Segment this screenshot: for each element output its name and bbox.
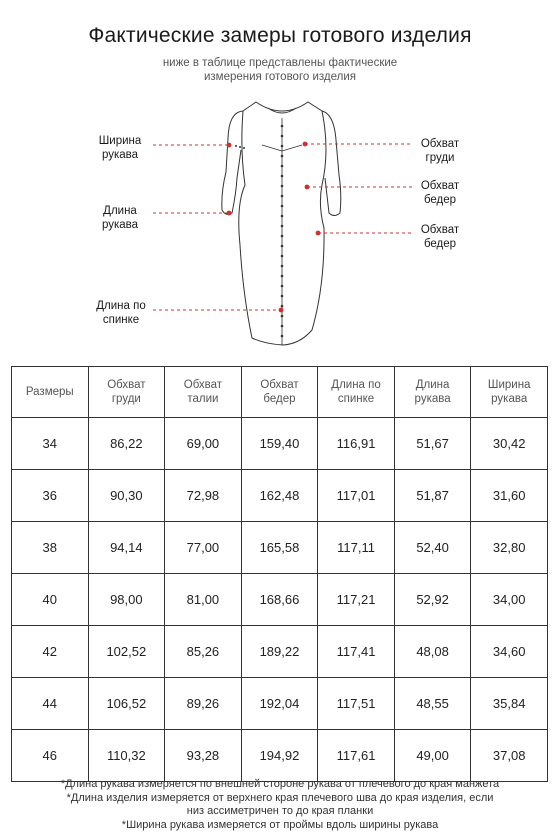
- marker-hips-1: [305, 185, 310, 190]
- table-header-row: [12, 367, 548, 418]
- table-cell: 159,40: [241, 418, 318, 470]
- table-cell: 117,21: [318, 574, 395, 626]
- header-chest: Обхват груди: [88, 367, 165, 418]
- table-cell: 34,60: [471, 626, 548, 678]
- table-cell: 52,92: [394, 574, 471, 626]
- table-cell: 86,22: [88, 418, 165, 470]
- table-cell: 168,66: [241, 574, 318, 626]
- table-cell: 51,67: [394, 418, 471, 470]
- table-cell: 72,98: [165, 470, 242, 522]
- footnote-3: низ ассиметричен то до края планки: [186, 805, 374, 817]
- marker-chest: [303, 142, 308, 147]
- table-cell: 35,84: [471, 678, 548, 730]
- table-body: [12, 418, 548, 782]
- header-sleeve-width: Ширина рукава: [471, 367, 548, 418]
- table-cell: 165,58: [241, 522, 318, 574]
- table-cell: 110,32: [88, 730, 165, 782]
- label-hips-1: Обхват бедер: [420, 180, 460, 206]
- header-hips: Обхват бедер: [241, 367, 318, 418]
- label-chest: Обхват груди: [420, 138, 460, 164]
- table-cell: 38: [12, 522, 89, 574]
- table-row: [12, 470, 548, 522]
- label-back-length: Длина по спинке: [96, 300, 146, 326]
- table-cell: 117,01: [318, 470, 395, 522]
- table-cell: 32,80: [471, 522, 548, 574]
- table-cell: 93,28: [165, 730, 242, 782]
- footnote-2: *Длина изделия измеряется от верхнего края плечевого шва до края изделия, если: [66, 791, 494, 804]
- table-cell: 194,92: [241, 730, 318, 782]
- table-cell: 34,00: [471, 574, 548, 626]
- table-cell: 94,14: [88, 522, 165, 574]
- table-cell: 189,22: [241, 626, 318, 678]
- table-cell: 42: [12, 626, 89, 678]
- footnotes: [0, 778, 560, 832]
- table-cell: 98,00: [88, 574, 165, 626]
- left-sleeve: [222, 111, 243, 214]
- table-cell: 44: [12, 678, 89, 730]
- table-cell: 81,00: [165, 574, 242, 626]
- footnote-4: *Ширина рукава измеряется от проймы вдоль ширины рукава: [121, 818, 439, 831]
- marker-sleeve-length: [227, 211, 232, 216]
- table-cell: 117,61: [318, 730, 395, 782]
- table-cell: 31,60: [471, 470, 548, 522]
- marker-sleeve-width: [227, 143, 232, 148]
- page-title: Фактические замеры готового изделия: [88, 24, 472, 47]
- table-row: [12, 574, 548, 626]
- table-row: [12, 730, 548, 782]
- table-cell: 48,55: [394, 678, 471, 730]
- table-cell: 40: [12, 574, 89, 626]
- label-sleeve-width: Ширина рукава: [98, 135, 142, 161]
- table-cell: 77,00: [165, 522, 242, 574]
- table-cell: 162,48: [241, 470, 318, 522]
- table-cell: 117,41: [318, 626, 395, 678]
- subtitle-line-2: измерения готового изделия: [203, 71, 357, 83]
- header-size: Размеры: [12, 367, 89, 418]
- header-waist: Обхват талии: [165, 367, 242, 418]
- size-table: [11, 366, 548, 782]
- subtitle-line-1: ниже в таблице представлены фактические: [162, 57, 398, 69]
- table-cell: 85,26: [165, 626, 242, 678]
- table-cell: 89,26: [165, 678, 242, 730]
- table-cell: 36: [12, 470, 89, 522]
- label-hips-2: Обхват бедер: [420, 224, 460, 250]
- table-cell: 49,00: [394, 730, 471, 782]
- table-cell: 192,04: [241, 678, 318, 730]
- table-cell: 102,52: [88, 626, 165, 678]
- table-cell: 51,87: [394, 470, 471, 522]
- marker-hips-2: [316, 231, 321, 236]
- table-cell: 52,40: [394, 522, 471, 574]
- table-cell: 106,52: [88, 678, 165, 730]
- table-cell: 34: [12, 418, 89, 470]
- table-cell: 37,08: [471, 730, 548, 782]
- table-row: [12, 626, 548, 678]
- table-cell: 48,08: [394, 626, 471, 678]
- table-cell: 30,42: [471, 418, 548, 470]
- table-row: [12, 678, 548, 730]
- table-cell: 116,91: [318, 418, 395, 470]
- table-cell: 117,51: [318, 678, 395, 730]
- marker-back-length: [279, 308, 284, 313]
- dress-diagram: [0, 0, 560, 360]
- table-cell: 90,30: [88, 470, 165, 522]
- header-sleeve-length: Длина рукава: [394, 367, 471, 418]
- table-row: [12, 418, 548, 470]
- table-cell: 117,11: [318, 522, 395, 574]
- table-row: [12, 522, 548, 574]
- footnote-1: *Длина рукава измеряется по внешней стороне рукава от плечевого до края манжета: [60, 778, 500, 790]
- header-back-length: Длина по спинке: [318, 367, 395, 418]
- table-cell: 46: [12, 730, 89, 782]
- table-cell: 69,00: [165, 418, 242, 470]
- label-sleeve-length: Длина рукава: [101, 205, 139, 231]
